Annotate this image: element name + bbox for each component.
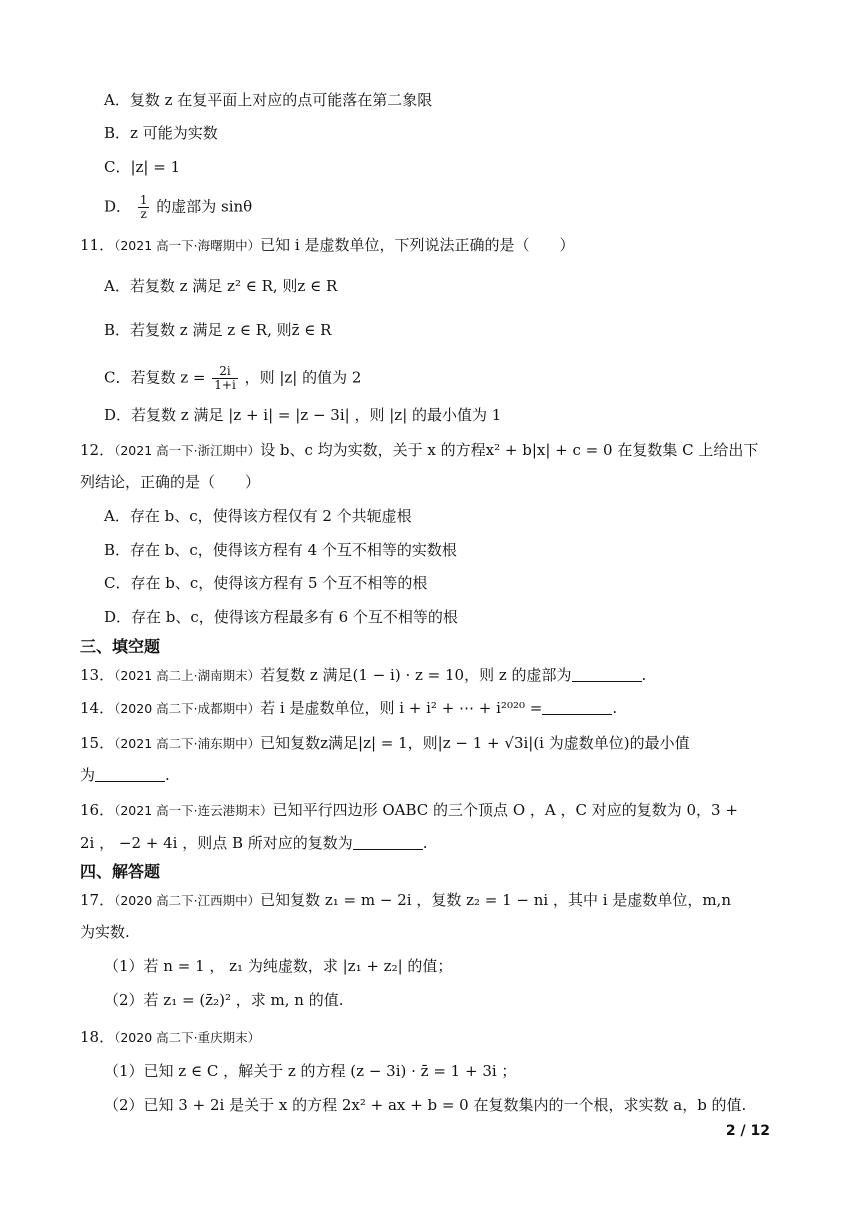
q11-option-a: A．若复数 z 满足 z² ∈ R, 则z ∈ R <box>104 277 338 295</box>
question-text: 若 i 是虚数单位，则 i + i² + ⋯ + i²⁰²⁰ = <box>260 699 543 717</box>
q18-part1: （1）已知 z ∈ C ，解关于 z 的方程 (z − 3i) · z̄ = 1 + 3i ； <box>104 1062 517 1080</box>
question-source: （2020 高二下·江西期中） <box>114 893 261 908</box>
q12-option-b: B．存在 b、c，使得该方程有 4 个互不相等的实数根 <box>104 541 457 559</box>
question-text: 已知 i 是虚数单位，下列说法正确的是（ ） <box>260 236 575 254</box>
question-text: 已知复数 z₁ = m − 2i ，复数 z₂ = 1 − ni ，其中 i 是虚数单位，m,n <box>260 891 731 909</box>
question-source: （2021 高二上·湖南期末） <box>114 668 261 683</box>
q11-stem <box>80 235 574 256</box>
question-source: （2020 高二下·成都期中） <box>114 701 261 716</box>
q12-option-a: A．存在 b、c，使得该方程仅有 2 个共轭虚根 <box>104 507 412 525</box>
q14-stem <box>80 698 617 719</box>
section-heading-fill-in: 三、填空题 <box>80 637 161 656</box>
question-source: （2021 高一下·海曙期中） <box>114 238 261 253</box>
q11-option-b: B．若复数 z 满足 z ∈ R, 则z̄ ∈ R <box>104 321 332 339</box>
question-source: （2021 高一下·连云港期末） <box>114 803 273 818</box>
q15-line2 <box>80 765 170 785</box>
q11-option-d: D．若复数 z 满足 |z + i| = |z − 3i| ，则 |z| 的最小值为 1 <box>104 406 502 424</box>
q10-option-d-suffix: 的虚部为 sinθ <box>156 197 253 216</box>
q11-option-c <box>104 365 361 392</box>
question-text: 2i ， −2 + 4i ，则点 B 所对应的复数为 <box>80 834 353 852</box>
answer-blank <box>542 700 612 715</box>
q17-part2: （2）若 z₁ = (z̄₂)² ，求 m, n 的值. <box>104 991 344 1009</box>
page-number: 2 / 12 <box>725 1123 770 1139</box>
q11-option-c-prefix: C．若复数 z = <box>104 368 211 387</box>
q12-option-d: D．存在 b、c，使得该方程最多有 6 个互不相等的根 <box>104 608 458 626</box>
q10-option-d-prefix: D． <box>104 197 132 216</box>
question-number: 17． <box>80 891 115 909</box>
question-number: 15． <box>80 734 115 752</box>
q16-stem <box>80 800 738 821</box>
fraction-denominator: 1+i <box>214 378 236 392</box>
q17-part1: （1）若 n = 1 ， z₁ 为纯虚数，求 |z₁ + z₂| 的值； <box>104 957 453 975</box>
q11-option-c-fraction <box>212 365 238 392</box>
question-text: 已知平行四边形 OABC 的三个顶点 O ，A ，C 对应的复数为 0，3 + <box>272 801 738 819</box>
period: . <box>165 766 170 784</box>
fraction-numerator: 2i <box>212 365 238 379</box>
question-text: 为 <box>80 766 96 784</box>
q15-stem <box>80 733 690 754</box>
question-source: （2020 高二下·重庆期末） <box>114 1030 261 1045</box>
answer-blank <box>353 835 423 850</box>
section-heading-solutions: 四、解答题 <box>80 862 161 881</box>
q12-stem <box>80 440 758 461</box>
answer-blank <box>572 667 642 682</box>
question-source: （2021 高一下·浙江期中） <box>114 443 261 458</box>
question-number: 18． <box>80 1028 115 1046</box>
period: . <box>612 699 618 717</box>
question-number: 16． <box>80 801 115 819</box>
q18-stem <box>80 1027 260 1048</box>
question-number: 13． <box>80 666 115 684</box>
q12-stem-line2: 列结论，正确的是（ ） <box>80 473 261 491</box>
q17-line2: 为实数. <box>80 923 130 941</box>
q12-option-c: C．存在 b、c，使得该方程有 5 个互不相等的根 <box>104 574 428 592</box>
question-number: 14． <box>80 699 115 717</box>
question-text: 设 b、c 均为实数，关于 x 的方程x² + b|x| + c = 0 在复数集 C 上给出下 <box>260 441 759 459</box>
fraction-denominator: z <box>140 207 147 221</box>
q10-option-a: A．复数 z 在复平面上对应的点可能落在第二象限 <box>104 91 433 109</box>
answer-blank <box>95 767 165 782</box>
q18-part2: （2）已知 3 + 2i 是关于 x 的方程 2x² + ax + b = 0 在复数集内的一个根，求实数 a，b 的值. <box>104 1096 747 1114</box>
question-number: 11． <box>80 236 115 254</box>
q10-option-c: C．|z| = 1 <box>104 158 181 176</box>
q16-line2 <box>80 833 428 853</box>
period: . <box>422 834 428 852</box>
q11-option-c-suffix: ，则 |z| 的值为 2 <box>244 368 362 387</box>
q13-stem <box>80 665 646 686</box>
question-text: 已知复数z满足|z| = 1，则|z − 1 + √3i|(i 为虚数单位)的最小值 <box>260 734 690 752</box>
q10-option-d-fraction <box>138 194 150 221</box>
question-number: 12． <box>80 441 115 459</box>
fraction-numerator: 1 <box>139 193 148 207</box>
question-source: （2021 高二下·浦东期中） <box>114 736 261 751</box>
question-text: 若复数 z 满足(1 − i) · z = 10，则 z 的虚部为 <box>260 666 572 684</box>
q17-stem <box>80 890 731 911</box>
q10-option-b: B．z 可能为实数 <box>104 124 218 142</box>
q10-option-d <box>104 194 252 221</box>
period: . <box>641 666 647 684</box>
